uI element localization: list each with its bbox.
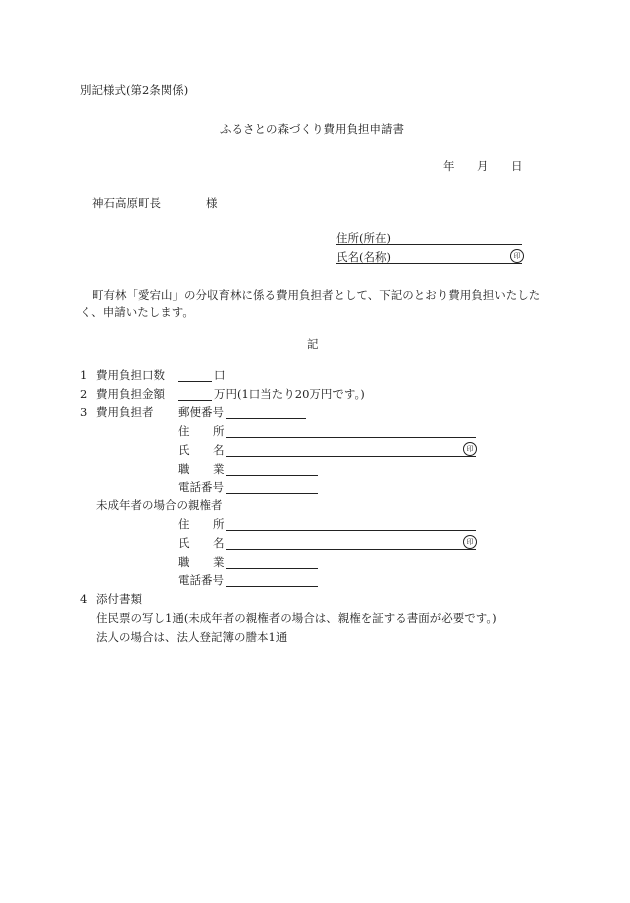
item4-line-2: 法人の場合は、法人登記簿の謄本1通: [96, 630, 288, 644]
item3-job-char-2: 業: [213, 462, 225, 476]
date-year: 年: [443, 159, 455, 173]
item3-phone-label: 電話番号: [178, 480, 224, 494]
guardian-name-char-2: 名: [213, 536, 225, 550]
body-text-line-1: 町有林「愛宕山」の分収育林に係る費用負担者として、下記のとおり費用負担いたした: [92, 288, 541, 302]
item3-name-char-1: 氏: [178, 443, 190, 457]
document-title: ふるさとの森づくり費用負担申請書: [220, 122, 404, 136]
item4-label: 添付書類: [96, 592, 142, 606]
guardian-phone-label: 電話番号: [178, 573, 224, 587]
item3-phone-line: [226, 493, 318, 494]
guardian-job-line: [226, 568, 318, 569]
item3-address-char-1: 住: [178, 424, 190, 438]
guardian-address-char-2: 所: [213, 517, 225, 531]
date-day: 日: [511, 159, 523, 173]
applicant-address-label: 住所(所在): [336, 231, 391, 245]
item4-line-1: 住民票の写し1通(未成年者の親権者の場合は、親権を証する書面が必要です。): [96, 611, 497, 625]
guardian-address-line: [226, 530, 476, 531]
item2-number: 2: [80, 387, 88, 401]
guardian-name-line: [226, 549, 476, 550]
item3-number: 3: [80, 405, 88, 419]
applicant-name-line: [336, 263, 522, 264]
item1-number: 1: [80, 368, 88, 382]
item3-address-char-2: 所: [213, 424, 225, 438]
guardian-phone-line: [226, 586, 318, 587]
applicant-seal-icon: 印: [510, 249, 524, 263]
item4-number: 4: [80, 592, 88, 606]
guardian-seal-icon: 印: [463, 535, 477, 549]
item2-unit: 万円(1口当たり20万円です。): [214, 387, 365, 401]
item3-postal-line: [226, 418, 306, 419]
item3-postal-label: 郵便番号: [178, 405, 224, 419]
applicant-address-line: [336, 244, 522, 245]
honorific: 様: [206, 196, 218, 210]
item3-name-char-2: 名: [213, 443, 225, 457]
item3-job-line: [226, 475, 318, 476]
item3-seal-icon: 印: [463, 442, 477, 456]
guardian-job-char-1: 職: [178, 555, 190, 569]
guardian-job-char-2: 業: [213, 555, 225, 569]
item1-blank-line: [178, 381, 212, 382]
item2-blank-line: [178, 400, 212, 401]
applicant-name-label: 氏名(名称): [336, 250, 391, 264]
item3-label: 費用負担者: [96, 405, 154, 419]
item1-unit: 口: [214, 368, 226, 382]
date-month: 月: [477, 159, 489, 173]
guardian-header: 未成年者の場合の親権者: [96, 498, 223, 512]
item2-label: 費用負担金額: [96, 387, 165, 401]
guardian-address-char-1: 住: [178, 517, 190, 531]
form-reference: 別記様式(第2条関係): [80, 83, 189, 97]
guardian-name-char-1: 氏: [178, 536, 190, 550]
ki-heading: 記: [307, 337, 319, 351]
item3-job-char-1: 職: [178, 462, 190, 476]
item3-address-line: [226, 437, 476, 438]
body-text-line-2: く、申請いたします。: [80, 305, 194, 319]
addressee: 神石高原町長: [92, 196, 161, 210]
item3-name-line: [226, 456, 476, 457]
item1-label: 費用負担口数: [96, 368, 165, 382]
